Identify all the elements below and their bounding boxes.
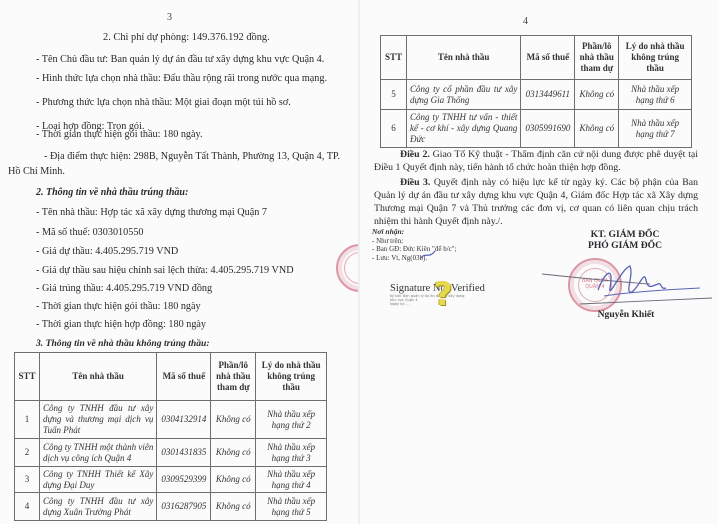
recipients-title: Nơi nhận: [372, 227, 405, 236]
signature-status: Signature Not Verified [390, 283, 485, 294]
official-stamp: BAN QLDA QUẬN 4 [568, 258, 622, 312]
recipients-block [372, 228, 457, 262]
article-2 [374, 148, 698, 174]
losing-bidders-table [14, 352, 327, 521]
losers-section-title: 3. Thông tin về nhà thầu không trúng thầu: [36, 338, 210, 349]
table-row: 2 Công ty TNHH một thành viên dịch vụ công ích Quận 4 0301431835 Không có Nhà thầu xếp hạng thứ 3 [15, 439, 327, 467]
header-reason: Lý do nhà thầu không trúng thầu [619, 36, 692, 80]
table-row: 4 Công ty TNHH đầu tư xây dựng Xuân Trường Phát 0316287905 Không có Nhà thầu xếp hạng thứ 5 [15, 493, 327, 521]
winner-contract-duration: - Thời gian thực hiện hợp đồng: 180 ngày [36, 319, 207, 330]
contract-type-line: - Loại hợp đồng: Trọn gói. [36, 121, 145, 132]
signer-title [585, 229, 665, 251]
table-row: 3 Công ty TNHH Thiết kế Xây dựng Đại Duy 0309529399 Không có Nhà thầu xếp hạng thứ 4 [15, 467, 327, 493]
document-page-4 [360, 0, 718, 524]
table-header-row [381, 36, 692, 80]
header-tax: Mã số thuế [157, 353, 211, 401]
signature-verification-badge[interactable] [390, 275, 485, 313]
winner-name: - Tên nhà thầu: Hợp tác xã xây dựng thương mại Quận 7 [36, 207, 267, 218]
selection-method-line: - Phương thức lựa chọn nhà thầu: Một giai đoạn một túi hồ sơ. [36, 97, 291, 108]
article-3-label: Điều 3. [400, 177, 431, 188]
page-number: 4 [523, 16, 528, 27]
header-part: Phần/lô nhà thầu tham dự [211, 353, 256, 401]
contingency-cost-heading: 2. Chi phí dự phòng: 149.376.192 đồng. [103, 32, 270, 43]
location-line: - Địa điểm thực hiện: 298B, Nguyễn Tất Thành, Phường 13, Quận 4, TP. [44, 151, 340, 162]
table-row: 6 Công ty TNHH tư vấn - thiết kế - cơ khí - xây dựng Quang Đức 0305991690 Không có Nhà thầu xếp hạng thứ 7 [381, 110, 692, 148]
winner-section-title: 2. Thông tin về nhà thầu trúng thầu: [36, 187, 189, 198]
article-3-text: Quyết định này có hiệu lực kể từ ngày ký. Các bộ phận của Ban Quản lý dự án đầu tư xây dựng khu vực Quận 4, Giám đốc Hợp tác xã Xây dựng Thương mại Quận 7 và Thủ trưởng các đơn vị, cơ quan có liên quan chịu trách nhiệm thi hành Quyết định này./. [374, 177, 698, 227]
location-line-cont: Hồ Chí Minh. [8, 166, 65, 177]
article-2-text: Giao Tổ Kỹ thuật - Thẩm định căn cứ nội dung được phê duyệt tại Điều 1 Quyết định này, tiến hành tổ chức hoàn thiện hợp đồng. [374, 149, 698, 173]
page-number: 3 [167, 12, 172, 23]
table-header-row [15, 353, 327, 401]
header-stt: STT [381, 36, 407, 80]
winner-package-duration: - Thời gian thực hiện gói thầu: 180 ngày [36, 301, 201, 312]
handwritten-signature-icon [540, 262, 715, 310]
winner-adjusted-price: - Giá dự thầu sau hiệu chỉnh sai lệch thừa: 4.405.295.719 VND [36, 265, 294, 276]
header-part: Phần/lô nhà thầu tham dự [575, 36, 619, 80]
recipient-line: - Ban GĐ: Đức Kiên "để b/c"; [372, 245, 457, 253]
investor-line: - Tên Chủ đầu tư: Ban quản lý dự án đầu tư xây dựng khu vực Quận 4. [36, 54, 325, 65]
header-name: Tên nhà thầu [406, 36, 520, 80]
signer-name: Nguyễn Khiết [597, 309, 655, 320]
table-row: 1 Công ty TNHH đầu tư xây dựng và thương mại dịch vụ Tuấn Phát 0304132914 Không có Nhà thầu xếp hạng thứ 2 [15, 401, 327, 439]
header-name: Tên nhà thầu [39, 353, 156, 401]
winner-bid-price: - Giá dự thầu: 4.405.295.719 VND [36, 246, 179, 257]
header-reason: Lý do nhà thầu không trúng thầu [256, 353, 327, 401]
initials-mark-icon [420, 250, 436, 260]
winner-award-price: - Giá trúng thầu: 4.405.295.719 VND đồng [36, 283, 213, 294]
header-stt: STT [15, 353, 40, 401]
document-page-3 [0, 0, 358, 524]
signature-meta: Ký bởi: Ban quản lý dự án đầu tư xây dựng khu vực Quận 4 Ngày ký: ... [390, 294, 465, 306]
table-row: 5 Công ty cổ phần đầu tư xây dựng Gia Thống 0313449611 Không có Nhà thầu xếp hạng thứ 6 [381, 80, 692, 110]
signer-title-line1: KT. GIÁM ĐỐC [590, 229, 660, 240]
article-3 [374, 176, 698, 228]
selection-form-line: - Hình thức lựa chọn nhà thầu: Đấu thầu rộng rãi trong nước qua mạng. [36, 73, 327, 84]
header-tax: Mã số thuế [521, 36, 575, 80]
question-mark-icon: ? [434, 275, 453, 313]
article-2-label: Điều 2. [400, 149, 430, 160]
winner-tax-code: - Mã số thuế: 0303010550 [36, 227, 144, 238]
recipient-line: - Như trên; [372, 236, 404, 245]
recipient-line: - Lưu: Vt, Ng(03b). [372, 253, 428, 262]
signer-title-line2: PHÓ GIÁM ĐỐC [587, 240, 663, 251]
losing-bidders-table-cont [380, 35, 692, 148]
package-duration-line: - Thời gian thực hiện gói thầu: 180 ngày. [36, 129, 203, 140]
